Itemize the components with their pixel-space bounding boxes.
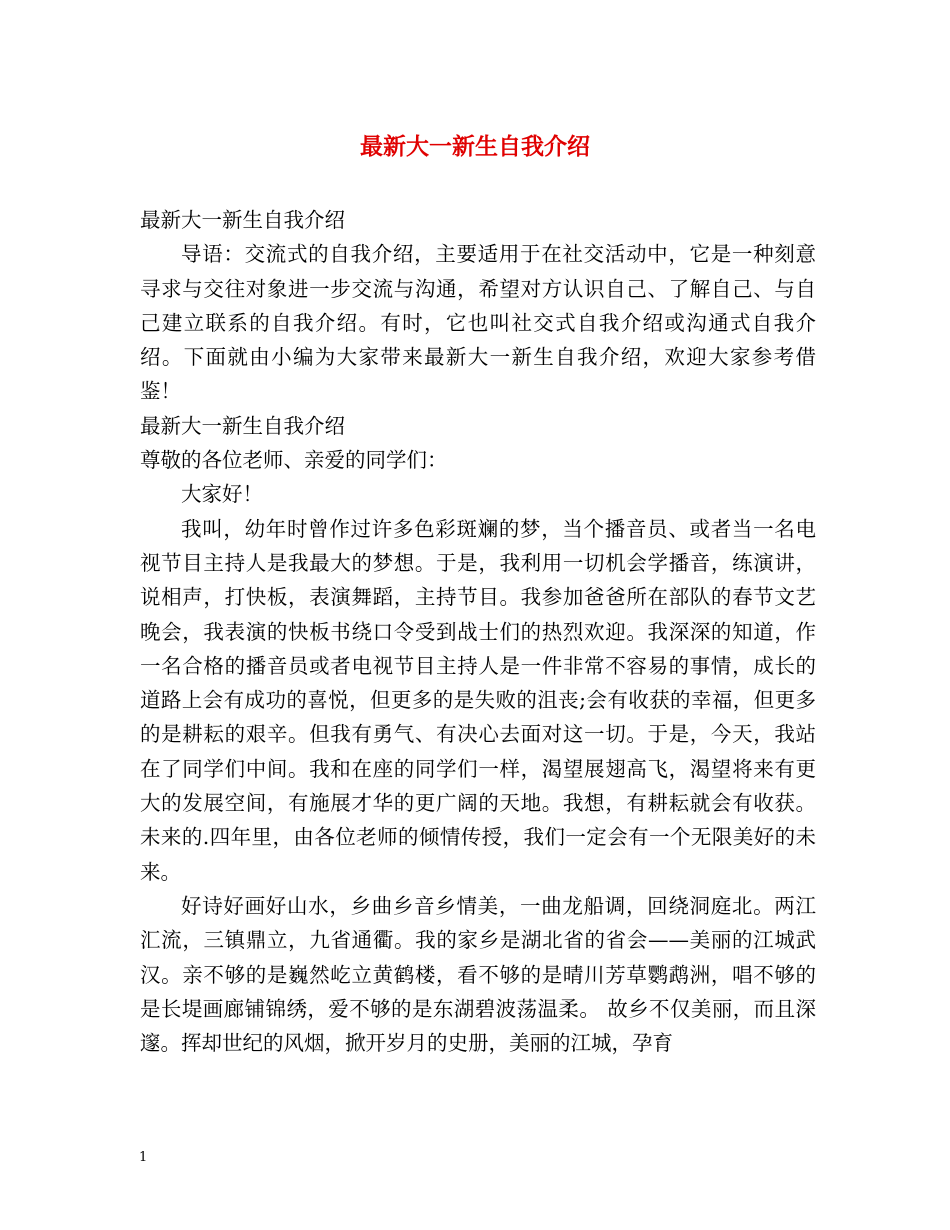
subtitle-paragraph: 最新大一新生自我介绍 (140, 208, 345, 232)
salutation-paragraph: 尊敬的各位老师、亲爱的同学们： (140, 448, 448, 473)
body-paragraph: 我叫，幼年时曾作过许多色彩斑斓的梦，当个播音员、或者当一名电视节目主持人是我最大的梦想。于是，我利用一切机会学播音，练演讲，说相声，打快板，表演舞蹈，主持节目。我参加爸爸所在部队的春节文艺晚会，我表演的快板书绕口令受到战士们的热烈欢迎。我深深的知道，作一名合格的播音员或者电视节目主持人是一件非常不容易的事情，成长的道路上会有成功的喜悦，但更多的是失败的沮丧;会有收获的幸福，但更多的是耕耘的艰辛。但我有勇气、有决心去面对这一切。于是，今天，我站在了同学们中间。我和在座的同学们一样，渴望展翅高飞，渴望将来有更大的发展空间，有施展才华的更广阔的天地。我想，有耕耘就会有收获。未来的.四年里，由各位老师的倾情传授，我们一定会有一个无限美好的未来。 (140, 516, 816, 884)
intro-paragraph: 导语：交流式的自我介绍，主要适用于在社交活动中，它是一种刻意寻求与交往对象进一步交流与沟通，希望对方认识自己、了解自己、与自己建立联系的自我介绍。有时，它也叫社交式自我介绍或沟通式自我介绍。下面就由小编为大家带来最新大一新生自我介绍，欢迎大家参考借鉴！ (140, 242, 816, 404)
page-number: 1 (139, 1150, 148, 1165)
body-paragraph: 好诗好画好山水，乡曲乡音乡情美，一曲龙船调，回绕洞庭北。两江汇流，三镇鼎立，九省通衢。我的家乡是湖北省的省会——美丽的江城武汉。亲不够的是巍然屹立黄鹤楼，看不够的是晴川芳草鹦鹉洲，唱不够的是长堤画廊铺锦绣，爱不够的是东湖碧波荡温柔。 故乡不仅美丽，而且深邃。挥却世纪的风烟，掀开岁月的史册，美丽的江城，孕育 (140, 893, 816, 1056)
greeting-paragraph: 大家好！ (181, 482, 263, 507)
section-heading: 最新大一新生自我介绍 (140, 413, 345, 438)
document-body (140, 203, 816, 1060)
document-title: 最新大一新生自我介绍 (360, 134, 590, 160)
